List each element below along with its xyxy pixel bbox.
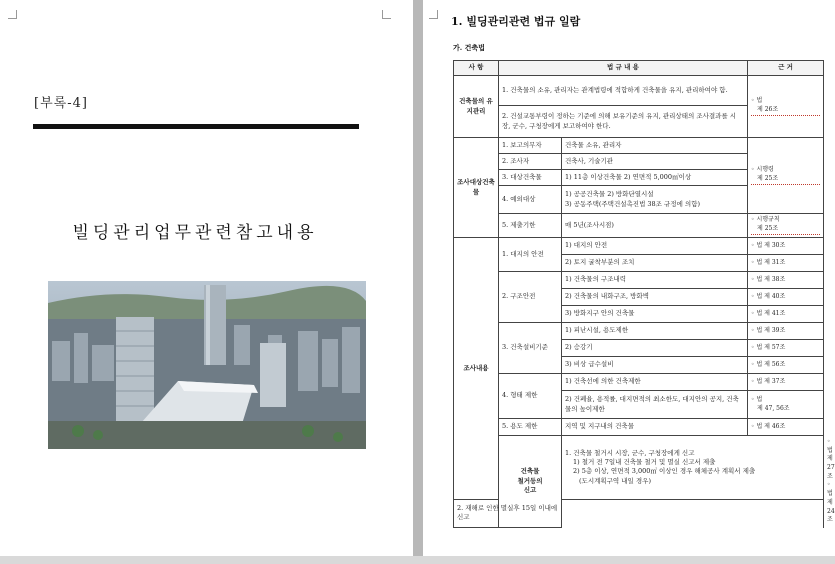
basis-cell: ◦ 법 제 26조 (748, 76, 824, 138)
basis-cell: ◦ 법 제 39조 (748, 323, 824, 340)
table-cell: 3. 건축설비기준 (499, 323, 562, 374)
table-cell: 2) 승강기 (562, 340, 748, 357)
table-cell: 3) 방화지구 안의 건축물 (562, 306, 748, 323)
cover-title: 빌딩관리업무관련참고내용 (72, 223, 318, 243)
regulation-page (423, 0, 835, 564)
page-corner-mark (382, 10, 391, 19)
table-cell: 1) 11층 이상건축물 2) 연면적 5,000㎡이상 (562, 170, 748, 186)
table-row (454, 214, 824, 238)
row-category: 조사내용 (454, 238, 499, 500)
table-row (454, 499, 824, 527)
basis-cell: ◦ 법 제 56조 (748, 357, 824, 374)
table-cell: 4. 형태 제한 (499, 374, 562, 419)
table-cell: 2. 건설교통부령이 정하는 기준에 의해 보유기준의 유지, 관리상태의 조사결과를 시장, 군수, 구청장에게 보고하여야 한다. (499, 106, 748, 138)
cover-page (0, 0, 413, 564)
basis-cell: ◦ 법 제 47, 56조 (748, 391, 824, 419)
row-category: 조사대상건축물 (454, 138, 499, 238)
table-cell: 1) 공공건축물 2) 방화단열시설 3) 공동주택(주택건설촉진법 38조 규정에 의함) (562, 186, 748, 214)
header-matter: 사 항 (454, 61, 499, 76)
table-cell: 2) 건폐율, 용적률, 대지면적의 최소한도, 대지안의 공지, 건축물의 높이제한 (562, 391, 748, 419)
header-content: 법 규 내 용 (499, 61, 748, 76)
city-skyline-image (48, 281, 366, 449)
basis-cell: ◦ 법 제 30조 (748, 238, 824, 255)
header-basis: 근 거 (748, 61, 824, 76)
table-cell: 건축물 소유, 관리자 (562, 138, 748, 154)
table-row (454, 419, 824, 436)
table-cell: 1. 건축물 철거시 시장, 군수, 구청장에게 신고 1) 철거 전 7일내 건축물 철거 및 멸실 신고서 제출 2) 5층 이상, 연면적 3,000㎡ 이상인 경우 해체공사 계획서 제출 (도시계획구역 내일 경우) (562, 436, 824, 500)
basis-cell: ◦ 시행규칙 제 25조 (748, 214, 824, 238)
section-title: 1. 빌딩관리관련 법규 일람 (451, 15, 581, 28)
table-cell: 건축사, 기술기관 (562, 154, 748, 170)
table-cell: 1. 보고의무자 (499, 138, 562, 154)
table-row: 건축물 철거등의 신고 1. 건축물 철거시 시장, 군수, 구청장에게 신고 1) 철거 전 7일내 건축물 철거 및 멸실 신고서 제출 2) 5층 이상, 연면적 3,000㎡ 이상인 경우 해체공사 계획서 제출 (도시계획구역 내일 경우) ◦ 법 제 27조 ◦ 법 제 24조 (454, 436, 824, 500)
table-cell: 4. 예외대상 (499, 186, 562, 214)
table-cell: 2) 토지 굴착부분의 조치 (562, 255, 748, 272)
basis-cell: ◦ 법 제 41조 (748, 306, 824, 323)
basis-cell: ◦ 법 제 38조 (748, 272, 824, 289)
basis-cell: ◦ 시행령 제 25조 (748, 138, 824, 214)
table-row (454, 374, 824, 391)
page-corner-mark (8, 10, 17, 19)
table-row (454, 76, 824, 106)
window-bottom-edge (0, 556, 835, 564)
page-corner-mark (429, 10, 438, 19)
table-cell: 매 5년(조사시점) (562, 214, 748, 238)
table-cell: 1) 대지의 안전 (562, 238, 748, 255)
table-cell: 2. 재해로 인한 멸실후 15일 이내에 신고 (454, 499, 562, 527)
table-cell: 2. 조사자 (499, 154, 562, 170)
basis-cell: ◦ 법 제 31조 (748, 255, 824, 272)
basis-cell: ◦ 법 제 37조 (748, 374, 824, 391)
table-cell: 1) 피난시설, 용도제한 (562, 323, 748, 340)
table-row (454, 138, 824, 154)
table-cell: 1. 건축물의 소유, 관리자는 관계법령에 적합하게 건축물을 유지, 관리하여야 함. (499, 76, 748, 106)
title-rule (33, 124, 359, 129)
row-category: 건축물의 유지관리 (454, 76, 499, 138)
table-cell: 1. 대지의 안전 (499, 238, 562, 272)
appendix-label: [부록-4] (34, 96, 88, 111)
table-cell: 5. 용도 제한 (499, 419, 562, 436)
table-cell: 3. 대상건축물 (499, 170, 562, 186)
row-category: 건축물 철거등의 신고 (499, 436, 562, 528)
table-cell: 2. 구조안전 (499, 272, 562, 323)
table-cell: 2) 건축물의 내화구조, 방화벽 (562, 289, 748, 306)
table-row (454, 272, 824, 289)
regulation-table (453, 60, 835, 528)
subsection-title: 가. 건축법 (453, 43, 485, 52)
city-photo (48, 281, 366, 449)
basis-cell: ◦ 법 제 40조 (748, 289, 824, 306)
table-header-row (454, 61, 824, 76)
basis-cell: ◦ 법 제 57조 (748, 340, 824, 357)
table-cell: 1) 건축선에 의한 건축제한 (562, 374, 748, 391)
table-cell: 1) 건축물의 구조내력 (562, 272, 748, 289)
basis-cell: ◦ 법 제 46조 (748, 419, 824, 436)
table-row (454, 238, 824, 255)
table-cell: 3) 비상 급수설비 (562, 357, 748, 374)
table-cell: 5. 제출기한 (499, 214, 562, 238)
table-cell: 지역 및 지구내의 건축물 (562, 419, 748, 436)
table-row (454, 323, 824, 340)
